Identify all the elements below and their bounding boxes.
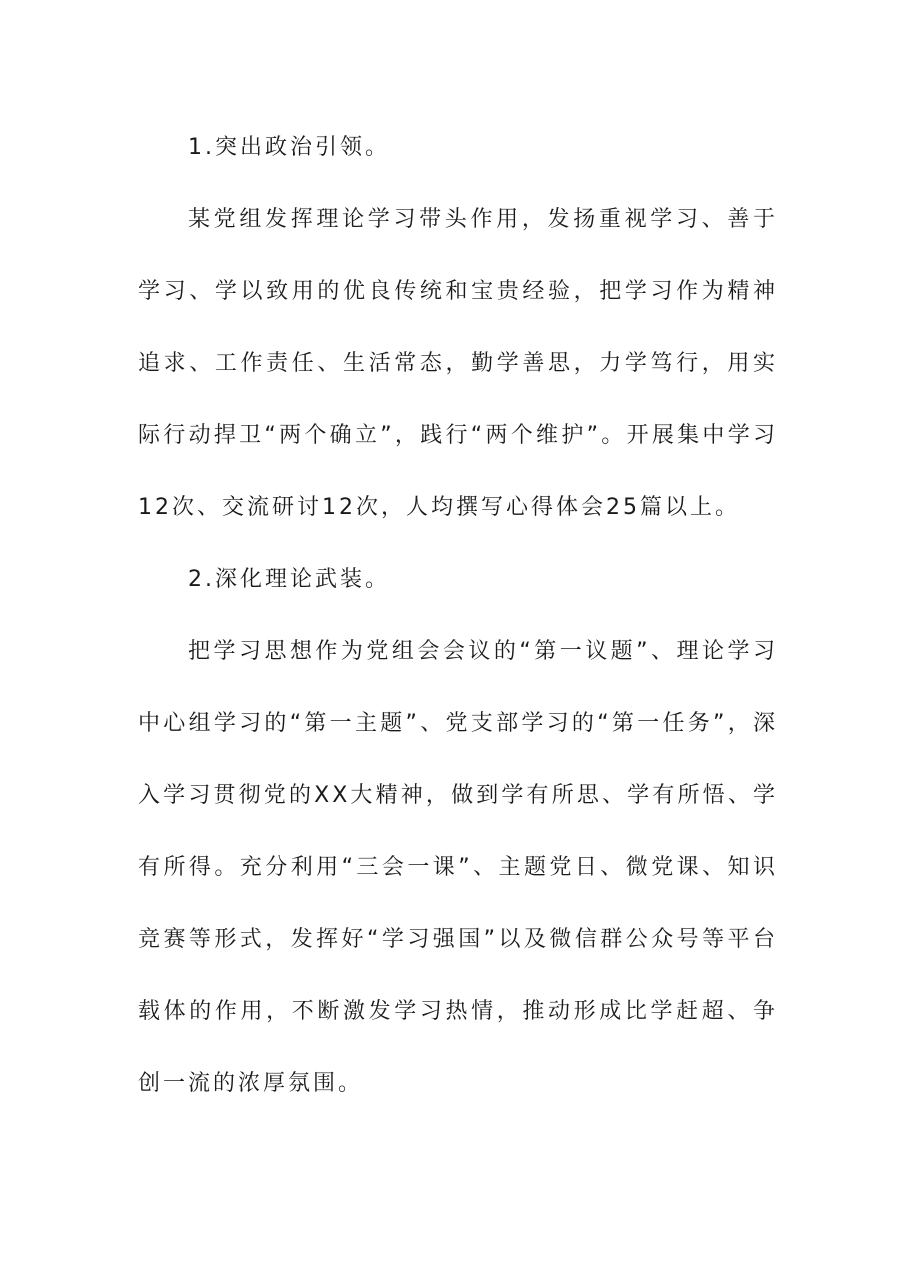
section-paragraph-2: 把学习思想作为党组会会议的“第一议题”、理论学习中心组学习的“第一主题”、党支部学习的“第一任务”，深入学习贯彻党的XX大精神，做到学有所思、学有所悟、学有所得。充分利用“三会一课”、主题党日、微党课、知识竞赛等形式，发挥好“学习强国”以及微信群公众号等平台载体的作用，不断激发学习热情，推动形成比学赶超、争创一流的浓厚氛围。 [138, 639, 778, 1096]
section-heading-2: 2.深化理论武装。 [188, 567, 390, 592]
section-heading-1: 1.突出政治引领。 [188, 135, 390, 160]
document-body [138, 112, 778, 1120]
section-paragraph-1: 某党组发挥理论学习带头作用，发扬重视学习、善于学习、学以致用的优良传统和宝贵经验，把学习作为精神追求、工作责任、生活常态，勤学善思，力学笃行，用实际行动捍卫“两个确立”，践行“两个维护”。开展集中学习12次、交流研讨12次，人均撰写心得体会25篇以上。 [138, 207, 778, 520]
